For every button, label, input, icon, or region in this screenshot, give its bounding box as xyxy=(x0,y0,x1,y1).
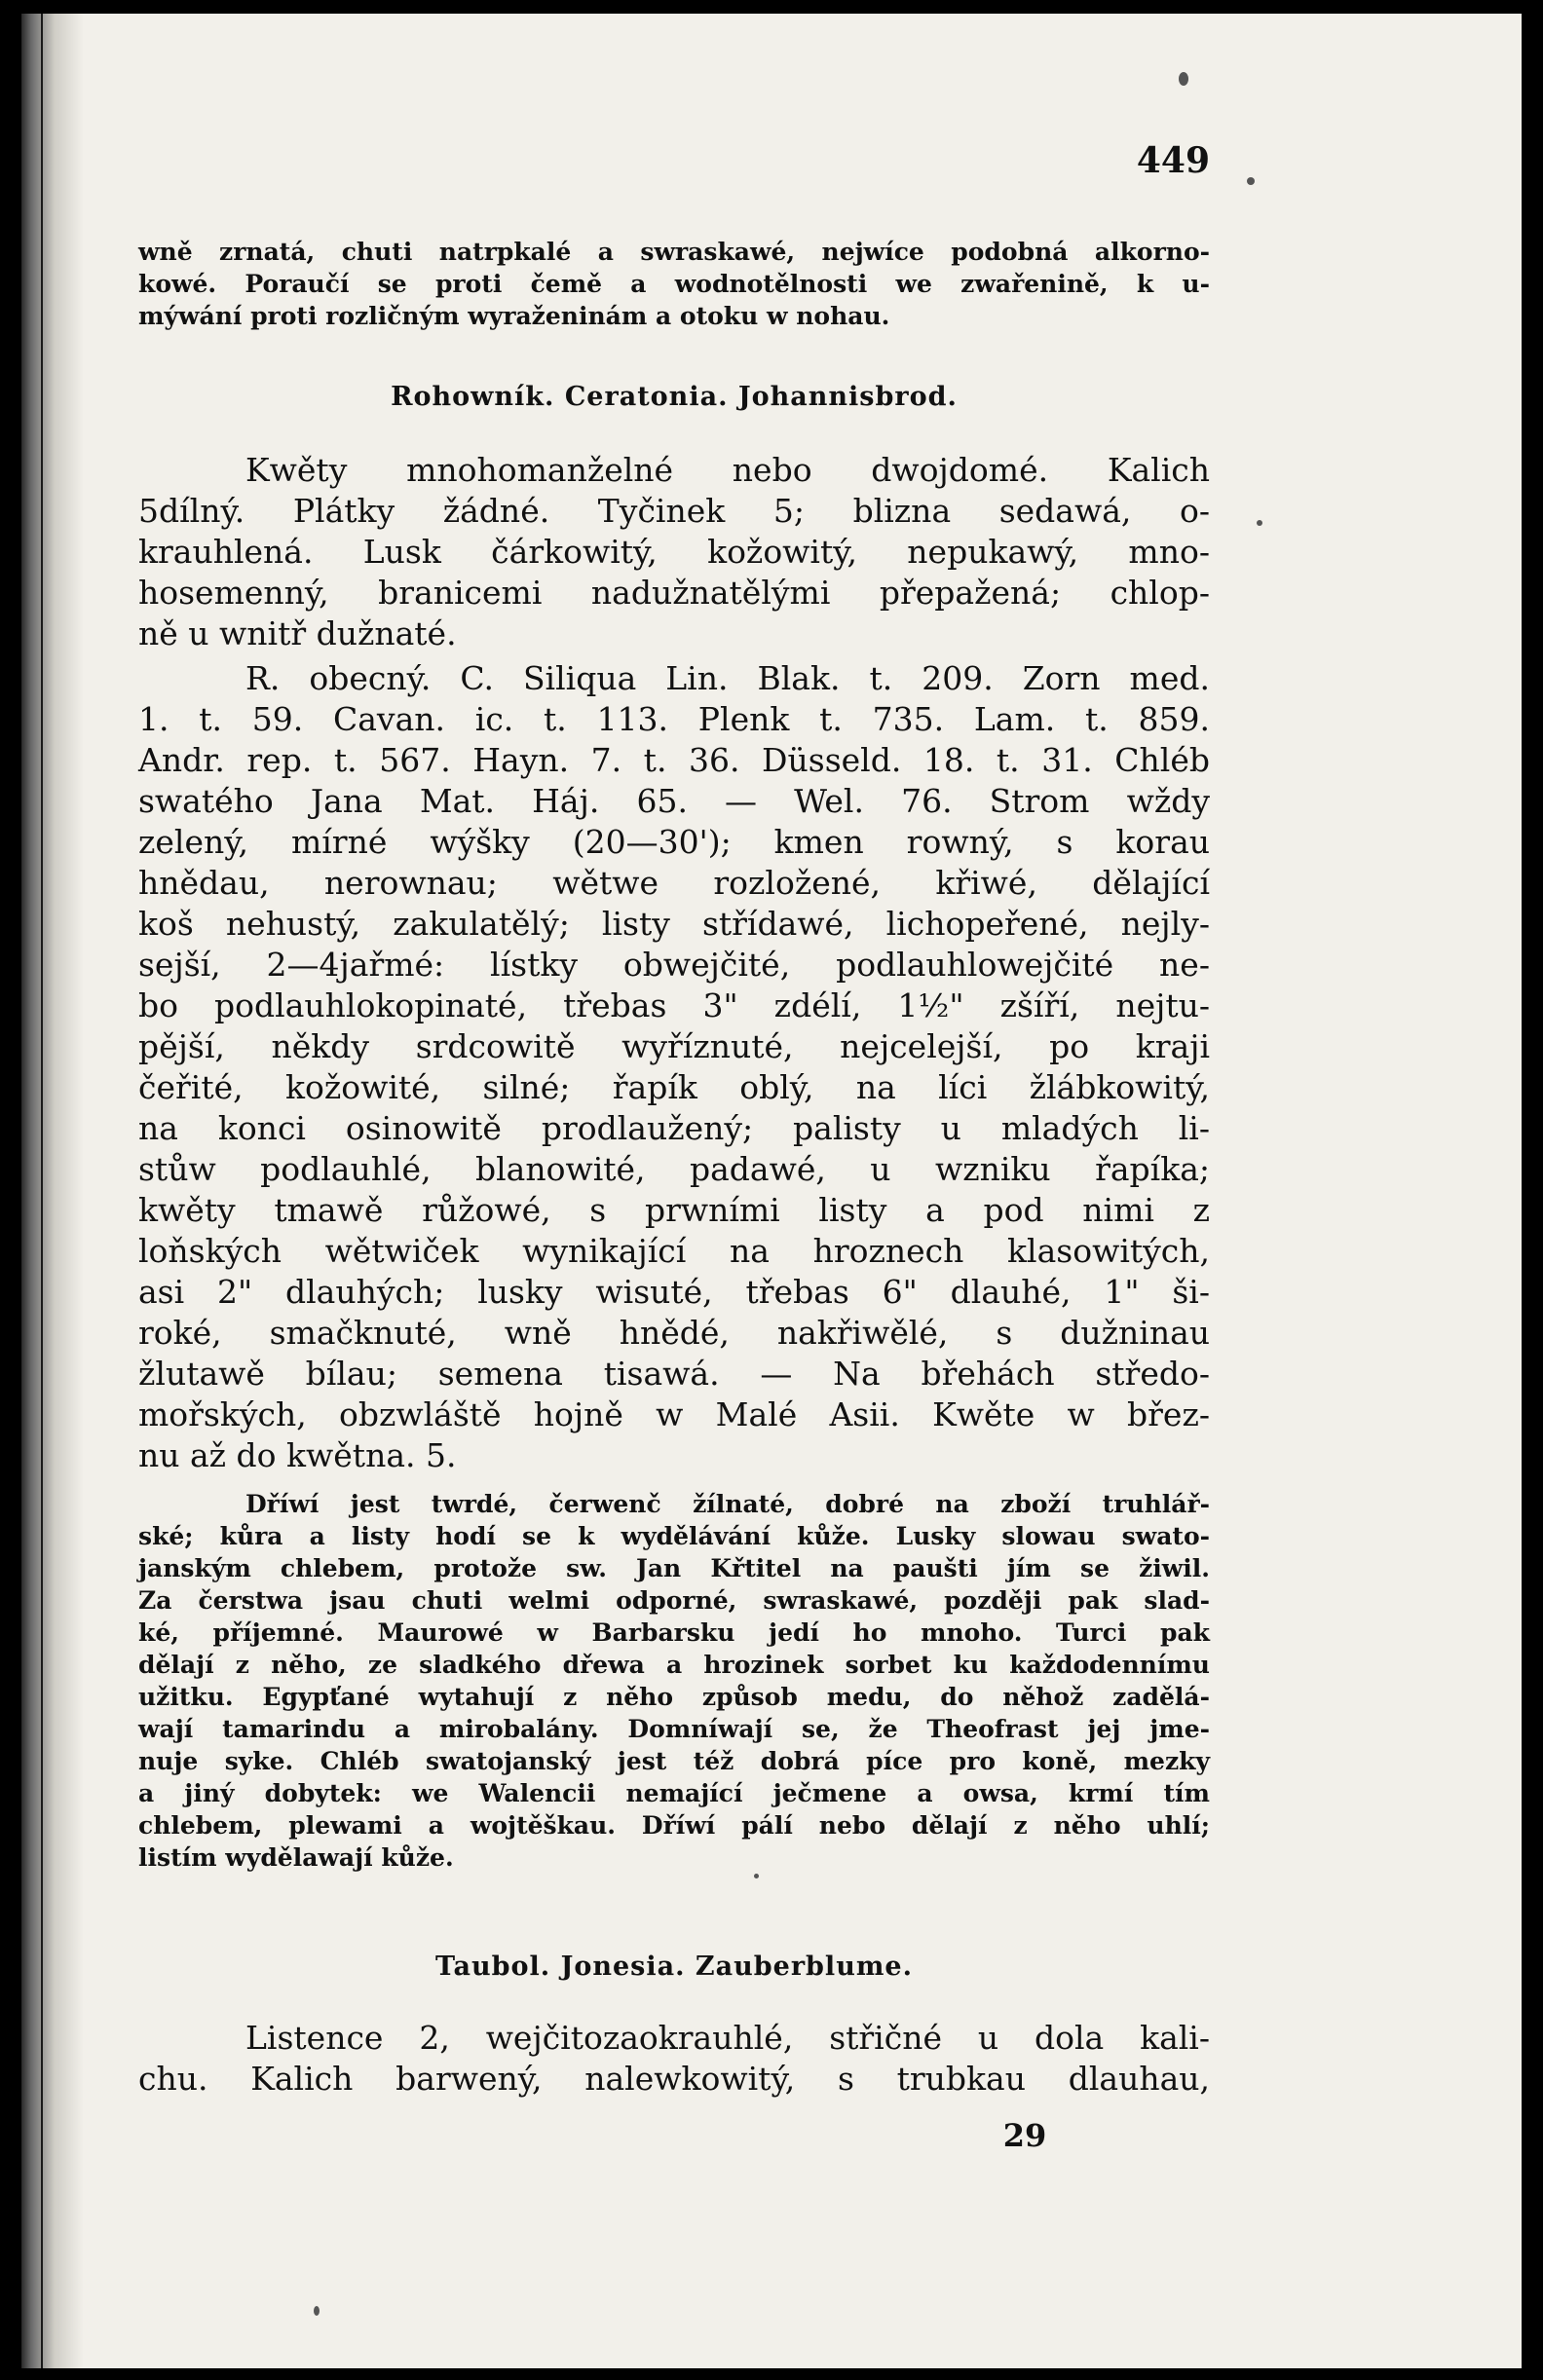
text-line: Andr. rep. t. 567. Hayn. 7. t. 36. Düsseld. 18. t. 31. Chléb xyxy=(138,741,1210,779)
text-line: roké, smačknuté, wně hnědé, nakřiwělé, s dužninau xyxy=(138,1314,1210,1352)
text-line: mořských, obzwláště hojně w Malé Asii. Kwěte w břez- xyxy=(138,1395,1210,1433)
text-line: Za čerstwa jsau chuti welmi odporné, swraskawé, později pak slad- xyxy=(138,1586,1210,1615)
genus-description-jonesia xyxy=(138,2018,1210,2100)
scan-speck xyxy=(314,2306,320,2316)
text-line: užitku. Egypťané wytahují z něho způsob medu, do něhož zadělá- xyxy=(138,1683,1210,1711)
text-line: žlutawě bílau; semena tisawá. — Na břehách středo- xyxy=(138,1355,1210,1393)
text-line: zelený, mírné wýšky (20—30'); kmen rowný, s korau xyxy=(138,823,1210,861)
text-line: ně u wnitř dužnaté. xyxy=(138,614,457,652)
text-line: ské; kůra a listy hodí se k wydělávání kůže. Lusky slowau swato- xyxy=(138,1522,1210,1550)
scan-speck xyxy=(1179,72,1188,86)
text-line: a jiný dobytek: we Walencii nemající ječmene a owsa, krmí tím xyxy=(138,1779,1210,1807)
text-line: 1. t. 59. Cavan. ic. t. 113. Plenk t. 735. Lam. t. 859. xyxy=(138,700,1210,738)
text-line: chu. Kalich barwený, nalewkowitý, s trubkau dlauhau, xyxy=(138,2060,1210,2098)
text-line: asi 2" dlauhých; lusky wisuté, třebas 6" dlauhé, 1" ši- xyxy=(138,1273,1210,1311)
text-line: chlebem, plewami a wojtěškau. Dříwí pálí nebo dělají z něho uhlí; xyxy=(138,1811,1210,1840)
scan-speck xyxy=(754,1874,759,1878)
scan-speck xyxy=(1257,520,1262,526)
scan-speck xyxy=(1247,177,1255,185)
text-line: mýwání proti rozličným wyraženinám a otoku w nohau. xyxy=(138,302,890,330)
text-line: wají tamarindu a mirobalány. Domníwají se, že Theofrast jej jme- xyxy=(138,1715,1210,1743)
page-gutter-shadow xyxy=(21,14,84,2368)
text-line: stůw podlauhlé, blanowité, padawé, u wzniku řapíka; xyxy=(138,1150,1210,1188)
text-line: R. obecný. C. Siliqua Lin. Blak. t. 209. Zorn med. xyxy=(245,659,1210,697)
text-line: loňských wětwiček wynikající na hroznech klasowitých, xyxy=(138,1232,1210,1270)
text-line: nu až do kwětna. 5. xyxy=(138,1436,457,1474)
text-line: swatého Jana Mat. Háj. 65. — Wel. 76. Strom wždy xyxy=(138,782,1210,820)
text-line: hosemenný, branicemi nadužnatělými přepažená; chlop- xyxy=(138,574,1210,612)
text-line: janským chlebem, protože sw. Jan Křtitel na paušti jím se žiwil. xyxy=(138,1554,1210,1582)
text-line: pější, někdy srdcowitě wyříznuté, nejcelejší, po kraji xyxy=(138,1027,1210,1065)
text-line: na konci osinowitě prodlaužený; palisty u mladých li- xyxy=(138,1109,1210,1147)
text-line: hnědau, nerownau; wětwe rozložené, křiwé, dělající xyxy=(138,864,1210,902)
page-number: 449 xyxy=(1136,140,1210,181)
text-line: ké, příjemné. Maurowé w Barbarsku jedí ho mnoho. Turci pak xyxy=(138,1618,1210,1647)
species-description-ceratonia xyxy=(138,658,1210,1476)
text-line: čeřité, kožowité, silné; řapík oblý, na líci žlábkowitý, xyxy=(138,1068,1210,1106)
book-page xyxy=(21,14,1522,2368)
text-line: dělají z něho, ze sladkého dřewa a hrozinek sorbet ku každodennímu xyxy=(138,1651,1210,1679)
text-line: Listence 2, wejčitozaokrauhlé, střičné u dola kali- xyxy=(245,2019,1210,2057)
text-line: koš nehustý, zakulatělý; listy střídawé, lichopeřené, nejly- xyxy=(138,905,1210,943)
text-line: nuje syke. Chléb swatojanský jest též dobrá píce pro koně, mezky xyxy=(138,1747,1210,1775)
binding-edge xyxy=(41,14,43,2368)
text-line: kwěty tmawě růžowé, s prwními listy a pod nimi z xyxy=(138,1191,1210,1229)
text-line: bo podlauhlokopinaté, třebas 3" zdélí, 1½" zšíří, nejtu- xyxy=(138,986,1210,1024)
section-heading-jonesia: Taubol. Jonesia. Zauberblume. xyxy=(435,1952,913,1982)
signature-mark: 29 xyxy=(1002,2117,1047,2154)
text-line: Kwěty mnohomanželné nebo dwojdomé. Kalich xyxy=(245,451,1210,489)
text-line: wně zrnatá, chuti natrpkalé a swraskawé, nejwíce podobná alkorno- xyxy=(138,238,1210,266)
section-heading-ceratonia: Rohowník. Ceratonia. Johannisbrod. xyxy=(391,382,958,412)
usage-note-ceratonia xyxy=(138,1488,1210,1874)
text-line: kowé. Poraučí se proti čemě a wodnotělnosti we zwařenině, k u- xyxy=(138,270,1210,298)
genus-description-ceratonia xyxy=(138,450,1210,654)
text-line: sejší, 2—4jařmé: lístky obwejčité, podlauhlowejčité ne- xyxy=(138,946,1210,984)
text-line: krauhlená. Lusk čárkowitý, kožowitý, nepukawý, mno- xyxy=(138,533,1210,571)
top-fragment xyxy=(138,236,1210,332)
text-line: listím wydělawají kůže. xyxy=(138,1843,454,1872)
text-line: 5dílný. Plátky žádné. Tyčinek 5; blizna sedawá, o- xyxy=(138,492,1210,530)
text-line: Dříwí jest twrdé, čerwenč žílnaté, dobré na zboží truhlář- xyxy=(245,1490,1210,1518)
